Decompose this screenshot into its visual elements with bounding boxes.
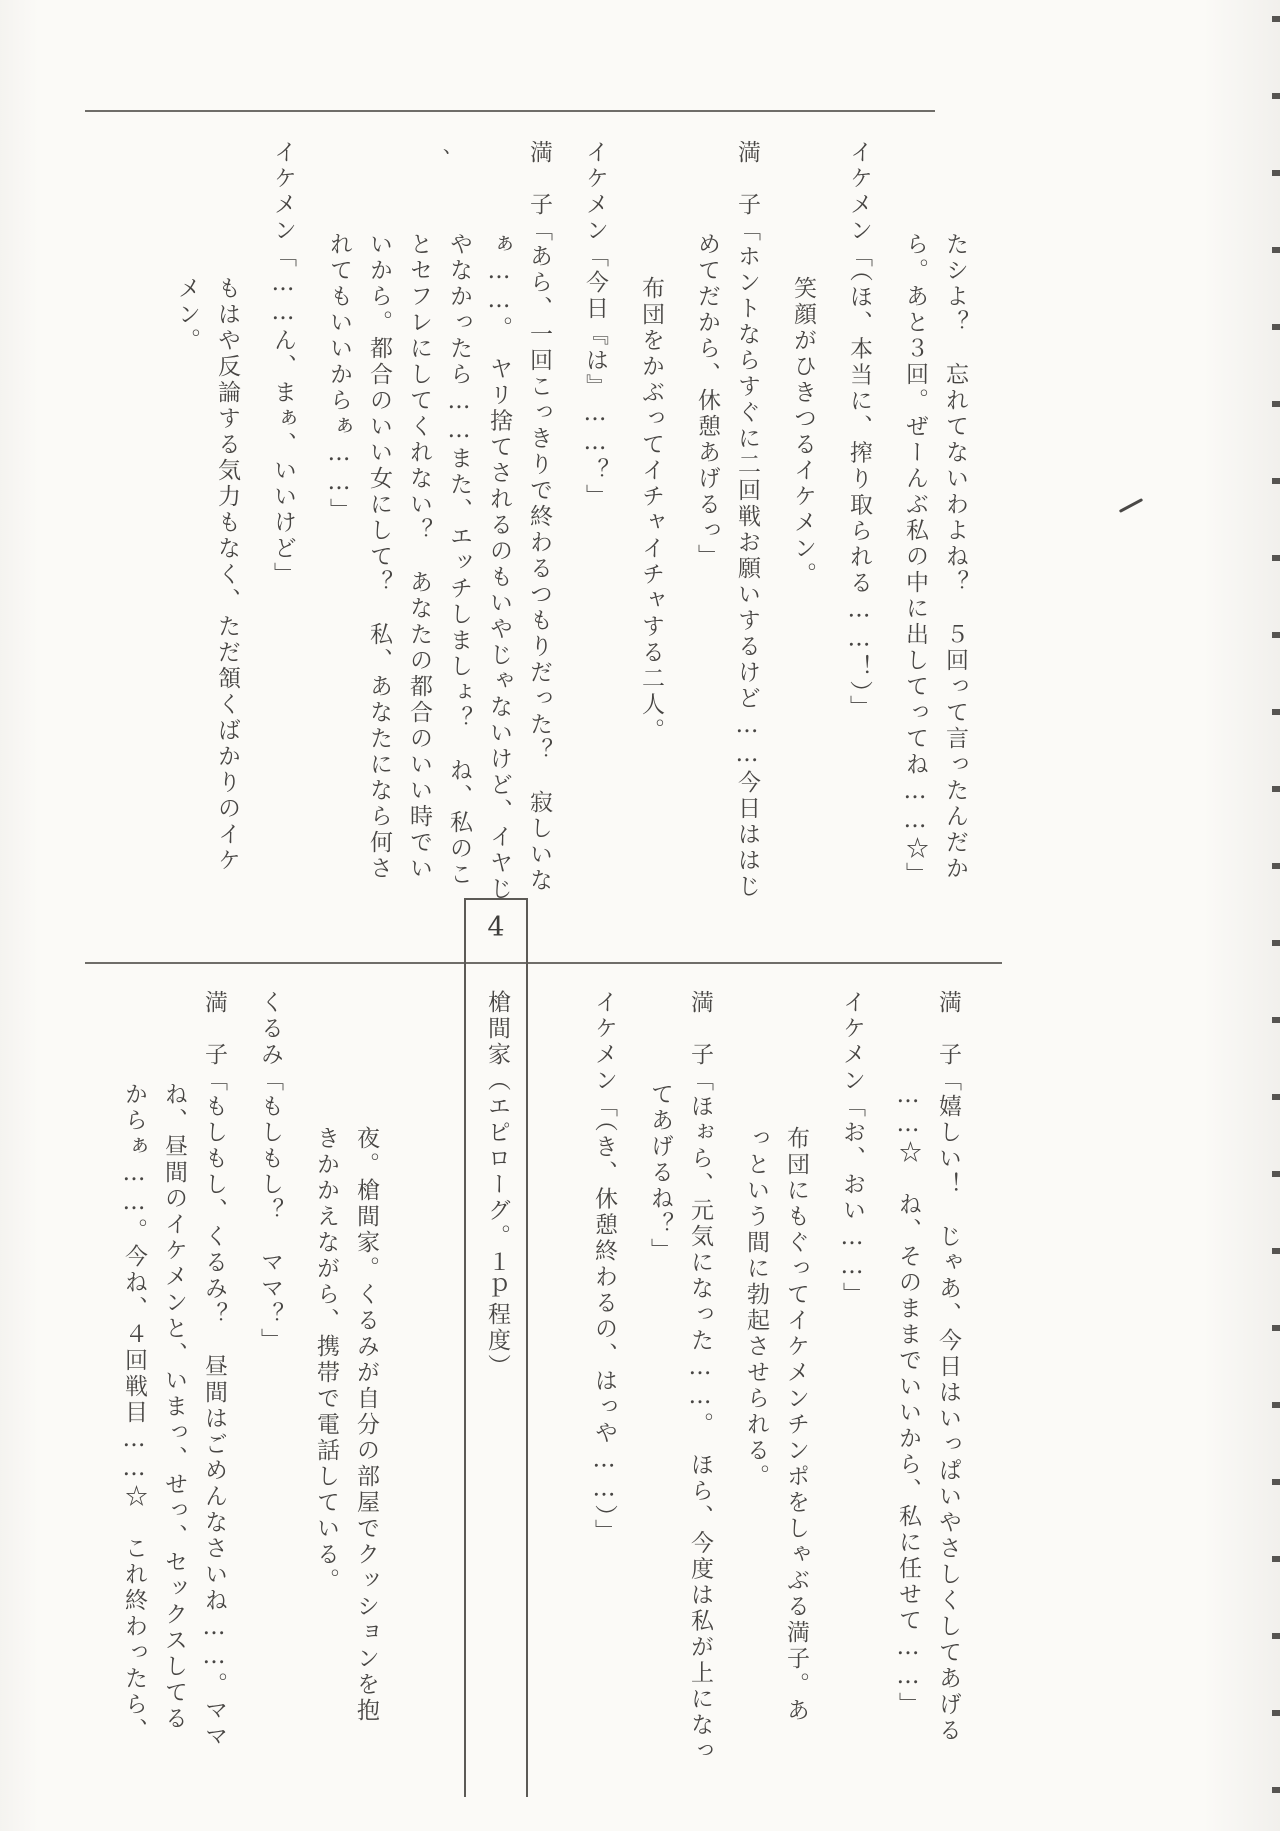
page-number: 4 bbox=[487, 912, 505, 943]
script-line: 笑顔がひきつるイケメン。 bbox=[790, 276, 816, 588]
bottom-left-script-section bbox=[114, 990, 386, 1750]
script-line: もはや反論する気力もなく、ただ頷くばかりのイケ bbox=[214, 276, 240, 874]
script-block-dialogue bbox=[640, 990, 720, 1765]
script-line: からぁ……。今ね、４回戦目……☆ これ終わったら、 bbox=[121, 1082, 147, 1744]
scan-edge-marks bbox=[1272, 16, 1280, 1816]
script-line: やなかったら……また、エッチしましょ？ ね、私のこ bbox=[446, 232, 472, 888]
top-script-section bbox=[167, 140, 975, 903]
script-line: ぁ……。 ヤリ捨てされるのもいやじゃないけど、イヤじ bbox=[486, 232, 512, 903]
script-line: めてだから、休憩あげるっ」 bbox=[694, 232, 720, 570]
script-block-dialogue bbox=[263, 140, 303, 903]
script-block-dialogue bbox=[832, 990, 872, 1765]
stray-comma-mark: 、 bbox=[427, 148, 451, 169]
script-line: メン。 bbox=[174, 276, 200, 354]
script-line: イケメン「（き、休憩終わるの、はっや……）」 bbox=[591, 990, 617, 1545]
script-line: イケメン「今日『は』……？」 bbox=[582, 140, 608, 510]
script-line: 満 子「ホントならすぐに二回戦お願いするけど……今日ははじ bbox=[734, 140, 760, 900]
script-line: きかかえながら、携帯で電話している。 bbox=[313, 1126, 339, 1594]
section-heading: 槍間家（エピローグ。１ｐ程度） bbox=[484, 990, 510, 1380]
script-line: っという間に勃起させられる。 bbox=[743, 1126, 769, 1490]
script-block-dialogue bbox=[250, 990, 290, 1750]
script-line: 布団をかぶってイチャイチャする二人。 bbox=[638, 276, 664, 744]
script-block-dialogue bbox=[687, 140, 767, 903]
script-line: イケメン「（ほ、本当に、搾り取られる……！）」 bbox=[846, 140, 872, 721]
script-line: 布団にもぐってイケメンチンポをしゃぶる満子。あ bbox=[783, 1126, 809, 1724]
script-block-narration bbox=[631, 140, 671, 903]
script-block-dialogue bbox=[575, 140, 615, 903]
script-block-narration bbox=[167, 140, 247, 903]
script-block-narration bbox=[736, 990, 816, 1765]
script-line: イケメン「……ん、まぁ、いいけど」 bbox=[270, 140, 296, 588]
script-block-dialogue bbox=[319, 140, 559, 903]
script-line: ね、昼間のイケメンと、いまっ、せっ、セックスしてる bbox=[161, 1082, 187, 1732]
script-line: 満 子「あら、一回こっきりで終わるつもりだった？ 寂しいな bbox=[526, 140, 552, 894]
script-line: 満 子「嬉しい！ じゃあ、今日はいっぱいやさしくしてあげる bbox=[935, 990, 961, 1744]
script-block-dialogue bbox=[114, 990, 234, 1750]
script-line: ……☆ ね、そのままでいいから、私に任せて……」 bbox=[895, 1082, 921, 1718]
script-block-dialogue-continuation bbox=[895, 140, 975, 903]
section-heading-box bbox=[464, 898, 528, 1797]
script-line: とセフレにしてくれない？ あなたの都合のいい時でい bbox=[406, 232, 432, 882]
script-block-dialogue bbox=[584, 990, 624, 1765]
script-line: たシよ？ 忘れてないわよね？ ５回って言ったんだか bbox=[942, 232, 968, 882]
script-line: イケメン「お、おい……」 bbox=[839, 990, 865, 1308]
middle-rule-line bbox=[85, 962, 1002, 964]
script-block-dialogue bbox=[839, 140, 879, 903]
top-rule-line bbox=[85, 110, 935, 112]
script-line: ら。あと３回。ぜーんぶ私の中に出してってね……☆」 bbox=[902, 232, 928, 888]
script-block-narration bbox=[306, 990, 386, 1750]
script-line: 満 子「ほぉら、元気になった……。 ほら、今度は私が上になっ bbox=[687, 990, 713, 1765]
script-line: れてもいいからぁ……」 bbox=[326, 232, 352, 524]
bottom-right-script-section bbox=[584, 990, 968, 1765]
script-line: 満 子「もしもし、くるみ？ 昼間はごめんなさいね……。ママ bbox=[201, 990, 227, 1750]
script-block-dialogue bbox=[888, 990, 968, 1765]
script-line: くるみ「もしもし？ ママ？」 bbox=[257, 990, 283, 1354]
scan-ink-stroke bbox=[1119, 498, 1143, 513]
script-line: 夜。槍間家。くるみが自分の部屋でクッションを抱 bbox=[353, 1126, 379, 1724]
script-line: いから。都合のいい女にして？ 私、あなたになら何さ bbox=[366, 232, 392, 882]
script-line: てあげるね？」 bbox=[647, 1082, 673, 1264]
script-block-narration bbox=[783, 140, 823, 903]
